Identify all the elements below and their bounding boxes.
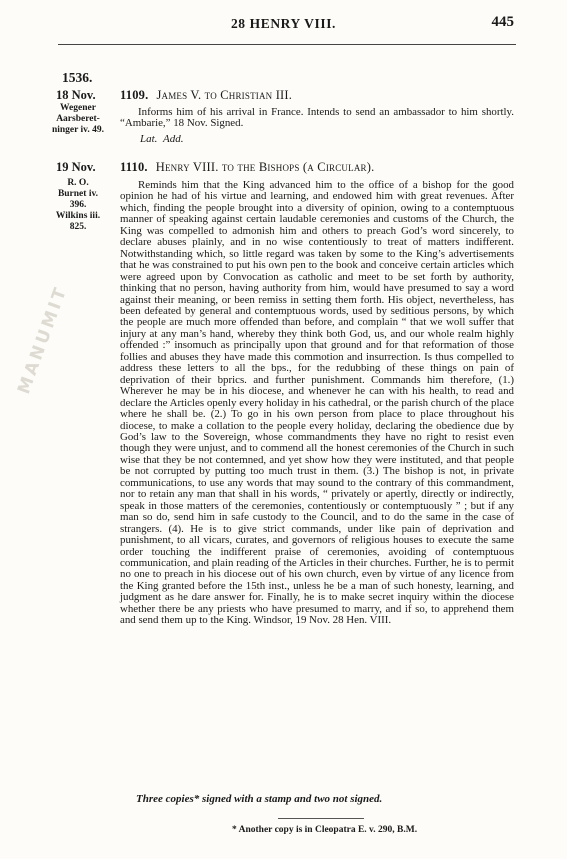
entry-body: Informs him of his arrival in France. Intends to send an ambassador to him shortly. “Ambarie,” 18 Nov. Signed. [120,106,514,130]
margin-ref-line: ninger iv. 49. [51,125,105,135]
footnote-rule [278,818,364,819]
running-title: 28 HENRY VIII. [230,16,337,31]
entry-title: Henry VIII. to the Bishops (a Circular). [155,160,375,174]
margin-reference [50,103,106,136]
entry-number: 1109. [120,88,149,102]
entry-heading [120,160,374,175]
entry-body: Reminds him that the King advanced him to the office of a bishop for the good opinion he had of his virtue and learning, and endowed him with great revenues. After which, finding the people brought into a diversity of opinion, owing to a contemptuous manner of speaking against certain laudable ceremonies and customs of the Church, the King was compelled to admonish him and others to preach God’s word sincerely, to declare abuses plainly, and in no wise contentiously to treat of matters indifferent. Notwithstanding which, so little regard was taken by some to the King’s advertisements that he was constrained to put his own pen to the book and conceive certain articles which were agreed upon by Convocation as catholic and meet to be set forth by authority, thinking that no person, having authority from him, would have presumed to say a word against their meaning, or been remiss in setting them forth. His object, nevertheless, has been defeated by general and contemptuous words, used by seditious persons, by which the people are much more offended than before, and complain “ that we woll suffer that injury at any man’s hand, whereby they think both God, us, and our whole realm highly offended :” insomuch as principally upon that ground and for that reformation of those follies and abuses they have made this commotion and insurrection. Is thus compelled to address these letters to all the bps., for the redubbing of these things on pain of deprivation of their bprics. and further punishment. Commands him therefore, (1.) Wherever he may be in his diocese, and whenever he can with his health, to read and declare the Articles openly every holiday in his cathedral, or the parish church of the place where he shall be. (2.) To go in his own person from place to place throughout his diocese, to make a collation to the people every holiday, declaring the obedience due by God’s law to the Sovereign, whose commandments they have no right to resist even though they were unjust, and to commend all the honest ceremonies of the Church in such wise that they be not contemned, and yet show how they were instituted, and that people be not corrupted by putting too much trust in them. (3.) The bishop is not, in private communications, to use any words that may sound to the contrary of this commandment, nor to retain any man that shall in his words, “ privately or apertly, directly or indirectly, speak in those matters of the ceremonies, contentiously or contemptuously ” ; but if any man so do, send him in safe custody to the Council, and to do the same in the case of strangers. (4). He is to give strict commands, under like pain of deprivation and punishment, to all vicars, curates, and governors of religious houses to execute the same order touching the indifferent praise of ceremonies, avoiding of contemptuous communication, and plain reading of the Articles in their churches. Further, he is to permit no one to preach in his diocese out of his own church, even by virtue of any licence from the King granted before the 15th inst., unless he be a man of such honesty, learning, and judgment as he dare answer for. Finally, he is to make secret inquiry within the diocese whether there be any priests who have presumed to marry, and if so, to apprehend them and send them up to the King. Windsor, 19 Nov. 28 Hen. VIII. [120,179,514,627]
running-header [0,16,567,38]
margin-ref-line: Aarsberet- [56,114,100,124]
margin-ref-line: Burnet iv. [57,189,99,199]
header-rule [58,44,516,45]
page-number: 445 [491,14,514,30]
entry-date: 18 Nov. [56,88,96,102]
year-label: 1536. [62,70,93,85]
footnote: * Another copy is in Cleopatra E. v. 290, B.M. [232,825,418,835]
entry-date: 19 Nov. [56,160,96,174]
margin-ref-line: 825. [69,222,87,232]
margin-ref-line: Wegener [60,103,96,113]
entry-number: 1110. [120,160,148,174]
entry-note: Three copies* signed with a stamp and two not signed. [136,793,383,805]
entry-title: James V. to Christian III. [156,88,293,102]
margin-ref-line: 396. [69,200,87,210]
margin-ref-line: R. O. [67,178,89,188]
entry-note: Lat. Add. [140,133,184,145]
margin-ref-line: Wilkins iii. [55,211,101,221]
margin-reference [50,178,106,233]
watermark: MANUMIT [14,282,72,397]
entry-heading [120,88,292,103]
